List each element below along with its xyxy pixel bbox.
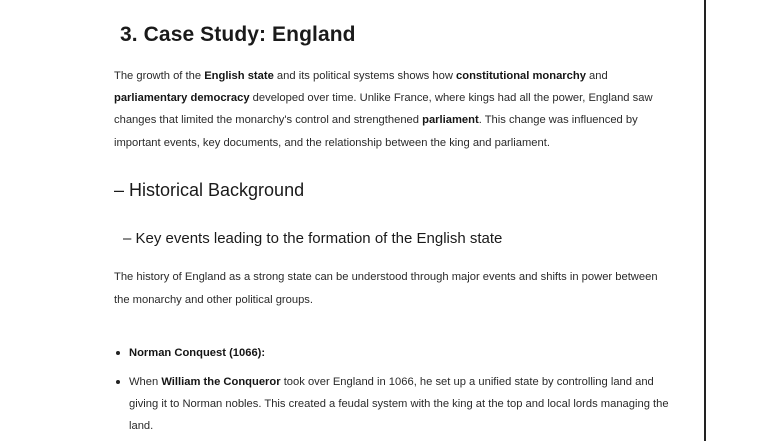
intro-bold-parliament: parliament bbox=[422, 114, 479, 127]
intro-text-1: The growth of the bbox=[114, 70, 205, 82]
intro-bold-english-state: English state bbox=[204, 70, 274, 82]
list-bold-william-the-conqueror: William the Conqueror bbox=[161, 376, 281, 388]
intro-text-3: and bbox=[585, 70, 608, 82]
intro-text-2: and its political systems shows how bbox=[273, 70, 457, 82]
key-events-subheading: – Key events leading to the formation of the English state bbox=[123, 230, 503, 247]
intro-bold-parliamentary-democracy: parliamentary democracy bbox=[114, 92, 250, 105]
historical-background-heading: – Historical Background bbox=[114, 180, 305, 200]
list-item-william-the-conqueror bbox=[114, 371, 684, 437]
case-study-title: 3. Case Study: England bbox=[120, 23, 356, 46]
intro-text-4: developed over time. Unlike France, where kings had all the power, England saw changes that limited the monarchy's control and strengthened bbox=[114, 92, 653, 127]
intro-text-5: . This change was influenced by important events, key documents, and the relationship between the king and parliament. bbox=[114, 114, 638, 149]
intro-paragraph bbox=[114, 65, 684, 154]
norman-conquest-label: Norman Conquest (1066): bbox=[129, 347, 266, 359]
list-text-2: took over England in 1066, he set up a unified state by controlling land and giving it to Norman nobles. This created a feudal system with the king at the top and local lords managing the land. bbox=[129, 376, 669, 432]
events-list bbox=[114, 342, 684, 437]
list-item-norman-conquest bbox=[114, 342, 684, 364]
history-paragraph: The history of England as a strong state can be understood through major events and shifts in power between the monarchy and other political groups. bbox=[114, 271, 658, 306]
intro-bold-constitutional-monarchy: constitutional monarchy bbox=[456, 70, 586, 82]
list-text-1: When bbox=[129, 376, 162, 388]
right-gutter bbox=[706, 0, 784, 441]
